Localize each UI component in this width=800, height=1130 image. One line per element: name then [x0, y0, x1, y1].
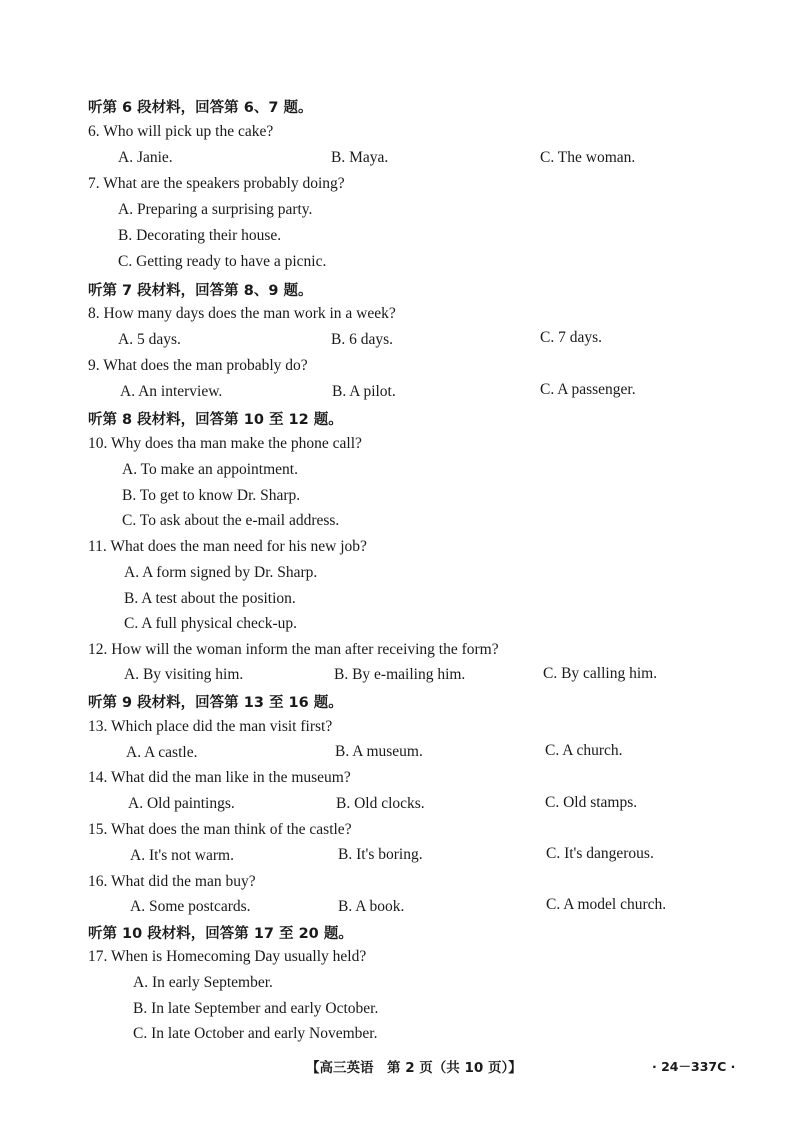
question-stem: 14. What did the man like in the museum?: [88, 769, 351, 786]
option-a: A. In early September.: [133, 974, 273, 991]
option-c: C. A model church.: [546, 896, 667, 913]
option-c: C. It's dangerous.: [546, 845, 654, 862]
option-a: A. To make an appointment.: [122, 461, 298, 478]
section-header: 听第 7 段材料，回答第 8、9 题。: [88, 283, 313, 299]
option-b: B. A book.: [338, 898, 405, 915]
question-stem: 10. Why does tha man make the phone call?: [88, 435, 362, 452]
option-c: C. To ask about the e-mail address.: [122, 512, 340, 529]
option-a: A. Some postcards.: [130, 898, 251, 915]
option-b: B. Old clocks.: [336, 795, 425, 812]
option-b: B. A test about the position.: [124, 590, 296, 607]
option-a: A. Janie.: [118, 149, 173, 166]
option-a: A. It's not warm.: [130, 847, 234, 864]
question-stem: 17. When is Homecoming Day usually held?: [88, 948, 367, 965]
option-a: A. Preparing a surprising party.: [118, 201, 313, 218]
question-stem: 9. What does the man probably do?: [88, 357, 308, 374]
option-c: C. In late October and early November.: [133, 1025, 378, 1042]
option-b: B. By e-mailing him.: [334, 666, 466, 683]
option-c: C. A passenger.: [540, 381, 636, 398]
page-footer-title: 【高三英语 第 2 页（共 10 页）】: [306, 1060, 522, 1076]
option-c: C. Old stamps.: [545, 794, 638, 811]
option-c: C. A full physical check-up.: [124, 615, 298, 632]
question-stem: 7. What are the speakers probably doing?: [88, 175, 345, 192]
section-header: 听第 10 段材料，回答第 17 至 20 题。: [88, 926, 353, 942]
option-a: A. A castle.: [126, 744, 198, 761]
option-b: B. To get to know Dr. Sharp.: [122, 487, 301, 504]
option-c: C. By calling him.: [543, 665, 658, 682]
question-stem: 15. What does the man think of the castle?: [88, 821, 352, 838]
question-stem: 16. What did the man buy?: [88, 873, 256, 890]
question-stem: 8. How many days does the man work in a week?: [88, 305, 396, 322]
option-b: B. It's boring.: [338, 846, 423, 863]
option-c: C. 7 days.: [540, 329, 602, 346]
section-header: 听第 8 段材料，回答第 10 至 12 题。: [88, 412, 343, 428]
option-a: A. By visiting him.: [124, 666, 244, 683]
section-header: 听第 6 段材料，回答第 6、7 题。: [88, 100, 313, 116]
option-a: A. A form signed by Dr. Sharp.: [124, 564, 318, 581]
option-c: C. The woman.: [540, 149, 636, 166]
section-header: 听第 9 段材料，回答第 13 至 16 题。: [88, 695, 343, 711]
option-b: B. 6 days.: [331, 331, 393, 348]
question-stem: 6. Who will pick up the cake?: [88, 123, 274, 140]
page-footer-code: · 24－337C ·: [652, 1059, 736, 1074]
option-a: A. Old paintings.: [128, 795, 235, 812]
option-b: B. A museum.: [335, 743, 423, 760]
question-stem: 11. What does the man need for his new job?: [88, 538, 367, 555]
option-b: B. Maya.: [331, 149, 389, 166]
option-c: C. A church.: [545, 742, 623, 759]
question-stem: 12. How will the woman inform the man after receiving the form?: [88, 641, 499, 658]
question-stem: 13. Which place did the man visit first?: [88, 718, 333, 735]
option-a: A. An interview.: [120, 383, 223, 400]
option-b: B. A pilot.: [332, 383, 396, 400]
option-a: A. 5 days.: [118, 331, 181, 348]
option-c: C. Getting ready to have a picnic.: [118, 253, 327, 270]
option-b: B. In late September and early October.: [133, 1000, 379, 1017]
option-b: B. Decorating their house.: [118, 227, 282, 244]
